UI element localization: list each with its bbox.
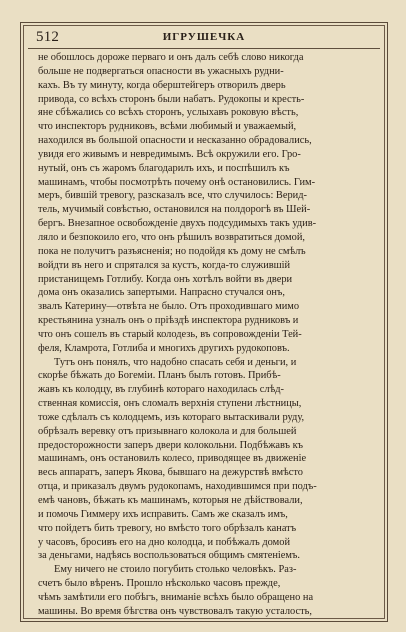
text-line: дома онъ оказались запертыми. Напрасно стучался онъ, — [38, 287, 285, 299]
text-line: жавъ къ колодцу, въ глубинѣ котораго находилась слѣд- — [38, 384, 284, 396]
text-line: не обошлось дороже перваго и онъ далъ себѣ слово никогда — [38, 52, 304, 63]
text-line: чѣмъ замѣтили его побѣгъ, вниманіе всѣхъ было обращено на — [38, 591, 314, 603]
text-line: машинамъ, онъ остановилъ колесо, приводящее въ движеніе — [38, 453, 307, 465]
text-line: емѣ чановъ, бѣжать къ машинамъ, которыя не дѣйствовали, — [38, 495, 303, 506]
text-line: звалъ Катерину—отвѣта не было. Отъ проходившаго мимо — [38, 301, 300, 313]
page-number: 512 — [36, 29, 60, 45]
text-line: счетъ было вѣренъ. Прошло нѣсколько часовъ прежде, — [38, 578, 281, 590]
text-line: весь аппаратъ, заперъ Якова, бывшаго на дежурствѣ вмѣсто — [38, 467, 303, 479]
text-line: находился въ большой опасности и несказанно обрадовались, — [38, 135, 312, 147]
text-line: пока не получитъ разъясненія; но подойдя къ дому не смѣлъ — [38, 245, 306, 257]
text-line: войдти въ него и спрятался за кустъ, когда-то служившій — [38, 259, 291, 271]
text-line: предосторожности заперъ двери колокольни. Подбѣжавъ къ — [38, 439, 304, 451]
running-title: ИГРУШЕЧКА — [162, 31, 246, 43]
text-line: что инспекторъ рудниковъ, всѣми любимый и уважаемый, — [38, 121, 297, 133]
text-line: меръ, бившій тревогу, разсказалъ все, что случилось: Верид- — [38, 190, 307, 202]
text-line: тель, мучимый совѣстью, остановился на полдорогѣ въ Шей- — [38, 204, 311, 216]
text-line: крестьянина узналъ онъ о пріѣздѣ инспектора рудниковъ и — [38, 315, 299, 327]
text-line: что онъ сошелъ въ старый колодезь, въ сопровожденіи Тей- — [38, 328, 302, 340]
text-line: увидя его живымъ и невредимымъ. Всѣ окружили его. Гро- — [38, 148, 301, 160]
page-header — [28, 29, 380, 47]
text-line: ляло и безпокоило его, что онъ рѣшилъ возвратиться домой, — [38, 231, 305, 243]
text-line: и помочь Гиммеру ихъ исправить. Самъ же сказалъ имъ, — [38, 508, 288, 520]
text-line: Ему ничего не стоило погубить столько человѣкъ. Раз- — [54, 564, 297, 576]
text-line: Тутъ онъ понялъ, что надобно спасать себя и деньги, и — [54, 356, 297, 368]
text-line: пристанищемъ Готлибу. Когда онъ хотѣлъ войти въ двери — [38, 273, 293, 285]
text-line: яне сбѣжались со всѣхъ сторонъ, услыхавъ роковую вѣсть, — [38, 107, 299, 119]
text-line: скорѣе бѣжать до Богеміи. Планъ былъ готовъ. Прибѣ- — [38, 370, 281, 382]
text-line: обрѣзалъ веревку отъ призывнаго колокола и для большей — [38, 425, 297, 437]
header-rule — [28, 48, 380, 49]
text-line: отца, и приказалъ двумъ рудокопамъ, находившимся при подъ- — [38, 481, 317, 493]
text-line: за деньгами, надѣясь воспользоваться общимъ смятеніемъ. — [38, 550, 300, 562]
text-line: что пойдетъ бить тревогу, но вмѣсто того обрѣзалъ канатъ — [38, 522, 297, 534]
text-line: больше не подвергаться опасности въ ужасныхъ рудни- — [38, 65, 284, 77]
text-line: у часовъ, бросивъ его на дно колодца, и побѣжалъ домой — [38, 536, 291, 548]
text-line: бергъ. Внезапное освобожденіе двухъ подсудимыхъ такъ удив- — [38, 218, 317, 230]
text-line: привода, со всѣхъ сторонъ были набатъ. Рудокопы и кресть- — [38, 93, 305, 105]
text-line: феля, Кламрота, Готлиба и многихъ другихъ рудокоповъ. — [38, 342, 290, 354]
text-line: кахъ. Въ ту минуту, когда оберштейгеръ отворилъ дверь — [38, 79, 286, 91]
text-line: ственная комиссія, онъ сломалъ верхнія ступени лѣстницы, — [38, 398, 302, 410]
text-line: машинамъ, чтобы посмотрѣть почему онѣ остановились. Гим- — [38, 176, 316, 188]
text-line: тоже сдѣлалъ съ колодцемъ, изъ котораго вытаскивали руду, — [38, 411, 305, 423]
text-line: машины. Во время бѣгства онъ чувствовалъ такую усталость, — [38, 605, 312, 617]
body-text — [38, 51, 372, 619]
text-line: нутый, онъ съ жаромъ благодарилъ ихъ, и поспѣшилъ къ — [38, 162, 290, 174]
